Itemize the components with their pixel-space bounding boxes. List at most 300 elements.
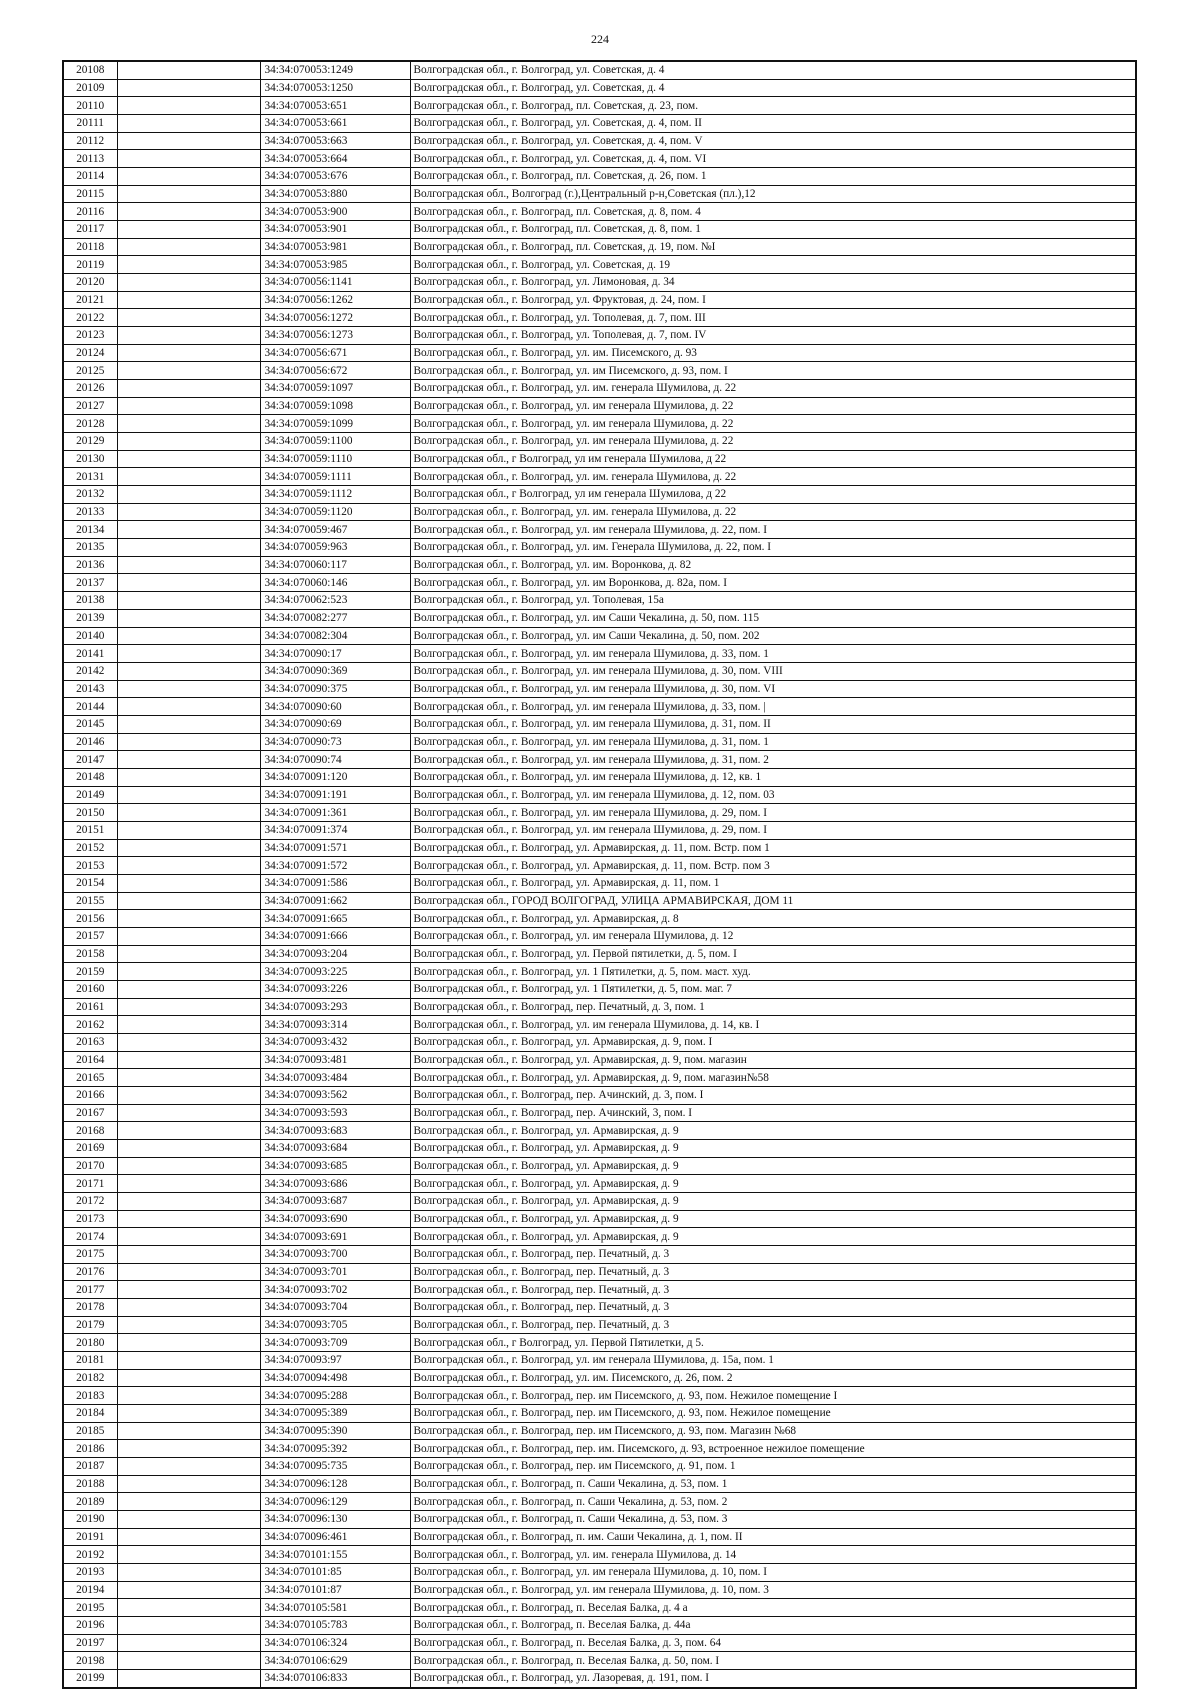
table-row: [63, 715, 1136, 733]
cadastral-number-cell: 34:34:070093:709: [260, 1334, 410, 1352]
address-cell: Волгоградская обл., г. Волгоград, ул. Первой пятилетки, д. 5, пом. I: [410, 945, 1136, 963]
empty-cell: [117, 185, 260, 203]
empty-cell: [117, 874, 260, 892]
table-row: [63, 1528, 1136, 1546]
address-cell: Волгоградская обл., г. Волгоград, п. Саши Чекалина, д. 53, пом. 3: [410, 1511, 1136, 1529]
table-row: [63, 1440, 1136, 1458]
address-cell: Волгоградская обл., г. Волгоград, пер. им Писемского, д. 93, пом. Магазин №68: [410, 1422, 1136, 1440]
empty-cell: [117, 1228, 260, 1246]
row-number-cell: 20128: [63, 415, 117, 433]
row-number-cell: 20173: [63, 1210, 117, 1228]
table-row: [63, 521, 1136, 539]
address-cell: Волгоградская обл., г. Волгоград, ул. Тополевая, 15а: [410, 592, 1136, 610]
row-number-cell: 20120: [63, 274, 117, 292]
empty-cell: [117, 1246, 260, 1264]
table-row: [63, 1228, 1136, 1246]
row-number-cell: 20175: [63, 1246, 117, 1264]
address-cell: Волгоградская обл., г. Волгоград, ул. им Саши Чекалина, д. 50, пом. 115: [410, 609, 1136, 627]
row-number-cell: 20148: [63, 768, 117, 786]
cadastral-number-cell: 34:34:070090:17: [260, 645, 410, 663]
row-number-cell: 20155: [63, 892, 117, 910]
address-cell: Волгоградская обл., г. Волгоград, пер. Печатный, д. 3, пом. 1: [410, 998, 1136, 1016]
address-cell: Волгоградская обл., г. Волгоград, ул. им генерала Шумилова, д. 31, пом. 2: [410, 751, 1136, 769]
table-row: [63, 1175, 1136, 1193]
row-number-cell: 20153: [63, 857, 117, 875]
address-cell: Волгоградская обл., г. Волгоград, пер. Печатный, д. 3: [410, 1263, 1136, 1281]
table-row: [63, 627, 1136, 645]
empty-cell: [117, 61, 260, 79]
empty-cell: [117, 839, 260, 857]
cadastral-number-cell: 34:34:070093:690: [260, 1210, 410, 1228]
cadastral-number-cell: 34:34:070059:1120: [260, 503, 410, 521]
row-number-cell: 20193: [63, 1564, 117, 1582]
cadastral-number-cell: 34:34:070091:572: [260, 857, 410, 875]
row-number-cell: 20124: [63, 344, 117, 362]
empty-cell: [117, 927, 260, 945]
address-cell: Волгоградская обл., г. Волгоград, ул. им генерала Шумилова, д. 31, пом. 1: [410, 733, 1136, 751]
address-cell: Волгоградская обл., г. Волгоград, пл. Советская, д. 19, пом. №I: [410, 238, 1136, 256]
row-number-cell: 20136: [63, 556, 117, 574]
row-number-cell: 20151: [63, 821, 117, 839]
empty-cell: [117, 733, 260, 751]
table-row: [63, 1033, 1136, 1051]
cadastral-number-cell: 34:34:070053:663: [260, 132, 410, 150]
row-number-cell: 20147: [63, 751, 117, 769]
table-row: [63, 1670, 1136, 1688]
address-cell: Волгоградская обл., г. Волгоград, ул. им генерала Шумилова, д. 29, пом. I: [410, 804, 1136, 822]
address-cell: Волгоградская обл., г. Волгоград, ул. Тополевая, д. 7, пом. III: [410, 309, 1136, 327]
address-cell: Волгоградская обл., г. Волгоград, пл. Советская, д. 8, пом. 4: [410, 203, 1136, 221]
cadastral-number-cell: 34:34:070053:981: [260, 238, 410, 256]
cadastral-number-cell: 34:34:070093:314: [260, 1016, 410, 1034]
cadastral-number-cell: 34:34:070093:683: [260, 1122, 410, 1140]
table-row: [63, 980, 1136, 998]
row-number-cell: 20146: [63, 733, 117, 751]
empty-cell: [117, 362, 260, 380]
cadastral-number-cell: 34:34:070093:593: [260, 1104, 410, 1122]
row-number-cell: 20180: [63, 1334, 117, 1352]
cadastral-number-cell: 34:34:070056:1272: [260, 309, 410, 327]
cadastral-number-cell: 34:34:070095:288: [260, 1387, 410, 1405]
table-row: [63, 963, 1136, 981]
row-number-cell: 20159: [63, 963, 117, 981]
cadastral-number-cell: 34:34:070090:369: [260, 662, 410, 680]
table-row: [63, 221, 1136, 239]
empty-cell: [117, 380, 260, 398]
row-number-cell: 20110: [63, 97, 117, 115]
row-number-cell: 20154: [63, 874, 117, 892]
table-row: [63, 1511, 1136, 1529]
empty-cell: [117, 1511, 260, 1529]
row-number-cell: 20142: [63, 662, 117, 680]
cadastral-number-cell: 34:34:070093:701: [260, 1263, 410, 1281]
table-row: [63, 1334, 1136, 1352]
empty-cell: [117, 1299, 260, 1317]
cadastral-number-cell: 34:34:070053:1250: [260, 79, 410, 97]
address-cell: Волгоградская обл., г. Волгоград, ул. им. генерала Шумилова, д. 22: [410, 468, 1136, 486]
cadastral-number-cell: 34:34:070056:1273: [260, 327, 410, 345]
empty-cell: [117, 1634, 260, 1652]
address-cell: Волгоградская обл., г Волгоград, ул им генерала Шумилова, д 22: [410, 486, 1136, 504]
cadastral-number-cell: 34:34:070093:704: [260, 1299, 410, 1317]
empty-cell: [117, 1458, 260, 1476]
cadastral-number-cell: 34:34:070059:1098: [260, 397, 410, 415]
cadastral-number-cell: 34:34:070096:129: [260, 1493, 410, 1511]
cadastral-number-cell: 34:34:070093:705: [260, 1316, 410, 1334]
row-number-cell: 20188: [63, 1475, 117, 1493]
address-cell: Волгоградская обл., г. Волгоград, п. Саши Чекалина, д. 53, пом. 2: [410, 1493, 1136, 1511]
empty-cell: [117, 1475, 260, 1493]
address-cell: Волгоградская обл., г. Волгоград, пер. Ачинский, 3, пом. I: [410, 1104, 1136, 1122]
empty-cell: [117, 132, 260, 150]
row-number-cell: 20176: [63, 1263, 117, 1281]
registry-table-body: [63, 61, 1136, 1688]
cadastral-number-cell: 34:34:070106:833: [260, 1670, 410, 1688]
row-number-cell: 20174: [63, 1228, 117, 1246]
cadastral-number-cell: 34:34:070106:324: [260, 1634, 410, 1652]
table-row: [63, 450, 1136, 468]
empty-cell: [117, 1086, 260, 1104]
table-row: [63, 115, 1136, 133]
empty-cell: [117, 892, 260, 910]
address-cell: Волгоградская обл., г. Волгоград, ул. им генерала Шумилова, д. 31, пом. II: [410, 715, 1136, 733]
empty-cell: [117, 910, 260, 928]
table-row: [63, 1493, 1136, 1511]
table-row: [63, 362, 1136, 380]
row-number-cell: 20160: [63, 980, 117, 998]
row-number-cell: 20196: [63, 1617, 117, 1635]
table-row: [63, 645, 1136, 663]
cadastral-number-cell: 34:34:070095:735: [260, 1458, 410, 1476]
row-number-cell: 20192: [63, 1546, 117, 1564]
table-row: [63, 203, 1136, 221]
address-cell: Волгоградская обл., г. Волгоград, ул. им. генерала Шумилова, д. 14: [410, 1546, 1136, 1564]
row-number-cell: 20126: [63, 380, 117, 398]
table-row: [63, 1599, 1136, 1617]
table-row: [63, 327, 1136, 345]
address-cell: Волгоградская обл., г. Волгоград, пер. им. Писемского, д. 93, встроенное нежилое помещение: [410, 1440, 1136, 1458]
row-number-cell: 20169: [63, 1139, 117, 1157]
empty-cell: [117, 1546, 260, 1564]
row-number-cell: 20114: [63, 168, 117, 186]
empty-cell: [117, 539, 260, 557]
cadastral-number-cell: 34:34:070060:146: [260, 574, 410, 592]
row-number-cell: 20191: [63, 1528, 117, 1546]
address-cell: Волгоградская обл., г. Волгоград, п. Веселая Балка, д. 44а: [410, 1617, 1136, 1635]
cadastral-number-cell: 34:34:070056:1141: [260, 274, 410, 292]
cadastral-number-cell: 34:34:070093:691: [260, 1228, 410, 1246]
cadastral-number-cell: 34:34:070093:686: [260, 1175, 410, 1193]
table-row: [63, 291, 1136, 309]
table-row: [63, 839, 1136, 857]
address-cell: Волгоградская обл., г. Волгоград, пер. Ачинский, д. 3, пом. I: [410, 1086, 1136, 1104]
cadastral-number-cell: 34:34:070091:374: [260, 821, 410, 839]
cadastral-number-cell: 34:34:070059:1112: [260, 486, 410, 504]
cadastral-number-cell: 34:34:070093:225: [260, 963, 410, 981]
cadastral-number-cell: 34:34:070093:700: [260, 1246, 410, 1264]
address-cell: Волгоградская обл., г. Волгоград, пер. им Писемского, д. 93, пом. Нежилое помещение I: [410, 1387, 1136, 1405]
table-row: [63, 1281, 1136, 1299]
table-row: [63, 1352, 1136, 1370]
empty-cell: [117, 309, 260, 327]
row-number-cell: 20179: [63, 1316, 117, 1334]
row-number-cell: 20163: [63, 1033, 117, 1051]
row-number-cell: 20149: [63, 786, 117, 804]
address-cell: Волгоградская обл., г. Волгоград, ул. 1 Пятилетки, д. 5, пом. маг. 7: [410, 980, 1136, 998]
empty-cell: [117, 698, 260, 716]
empty-cell: [117, 1617, 260, 1635]
cadastral-number-cell: 34:34:070053:676: [260, 168, 410, 186]
cadastral-number-cell: 34:34:070091:571: [260, 839, 410, 857]
empty-cell: [117, 1104, 260, 1122]
address-cell: Волгоградская обл., г. Волгоград, ул. им генерала Шумилова, д. 12, пом. 03: [410, 786, 1136, 804]
address-cell: Волгоградская обл., г. Волгоград, ул. им. генерала Шумилова, д. 22: [410, 380, 1136, 398]
address-cell: Волгоградская обл., г. Волгоград, ул. Армавирская, д. 11, пом. 1: [410, 874, 1136, 892]
empty-cell: [117, 609, 260, 627]
address-cell: Волгоградская обл., г. Волгоград, ул. Армавирская, д. 9: [410, 1139, 1136, 1157]
cadastral-number-cell: 34:34:070096:461: [260, 1528, 410, 1546]
empty-cell: [117, 1581, 260, 1599]
cadastral-number-cell: 34:34:070090:69: [260, 715, 410, 733]
address-cell: Волгоградская обл., г. Волгоград, ул. Армавирская, д. 9: [410, 1175, 1136, 1193]
table-row: [63, 1122, 1136, 1140]
row-number-cell: 20123: [63, 327, 117, 345]
address-cell: Волгоградская обл., г. Волгоград, п. Саши Чекалина, д. 53, пом. 1: [410, 1475, 1136, 1493]
row-number-cell: 20181: [63, 1352, 117, 1370]
empty-cell: [117, 592, 260, 610]
address-cell: Волгоградская обл., г. Волгоград, ул. им. генерала Шумилова, д. 22: [410, 503, 1136, 521]
table-row: [63, 1475, 1136, 1493]
empty-cell: [117, 1440, 260, 1458]
table-row: [63, 1581, 1136, 1599]
empty-cell: [117, 238, 260, 256]
row-number-cell: 20167: [63, 1104, 117, 1122]
cadastral-number-cell: 34:34:070090:375: [260, 680, 410, 698]
empty-cell: [117, 1210, 260, 1228]
address-cell: Волгоградская обл., г. Волгоград, п. Веселая Балка, д. 50, пом. I: [410, 1652, 1136, 1670]
cadastral-number-cell: 34:34:070093:685: [260, 1157, 410, 1175]
table-row: [63, 185, 1136, 203]
table-row: [63, 238, 1136, 256]
row-number-cell: 20185: [63, 1422, 117, 1440]
table-row: [63, 945, 1136, 963]
address-cell: Волгоградская обл., г. Волгоград, ул. Тополевая, д. 7, пом. IV: [410, 327, 1136, 345]
table-row: [63, 1210, 1136, 1228]
table-row: [63, 733, 1136, 751]
cadastral-number-cell: 34:34:070101:85: [260, 1564, 410, 1582]
empty-cell: [117, 1334, 260, 1352]
row-number-cell: 20138: [63, 592, 117, 610]
table-row: [63, 874, 1136, 892]
empty-cell: [117, 1263, 260, 1281]
empty-cell: [117, 150, 260, 168]
table-row: [63, 1387, 1136, 1405]
registry-table-wrap: [62, 60, 1135, 1689]
empty-cell: [117, 521, 260, 539]
empty-cell: [117, 468, 260, 486]
row-number-cell: 20121: [63, 291, 117, 309]
cadastral-number-cell: 34:34:070059:467: [260, 521, 410, 539]
empty-cell: [117, 627, 260, 645]
row-number-cell: 20199: [63, 1670, 117, 1688]
table-row: [63, 574, 1136, 592]
row-number-cell: 20172: [63, 1193, 117, 1211]
row-number-cell: 20141: [63, 645, 117, 663]
address-cell: Волгоградская обл., г. Волгоград, ул. Армавирская, д. 8: [410, 910, 1136, 928]
row-number-cell: 20195: [63, 1599, 117, 1617]
cadastral-number-cell: 34:34:070056:672: [260, 362, 410, 380]
table-row: [63, 857, 1136, 875]
cadastral-number-cell: 34:34:070060:117: [260, 556, 410, 574]
empty-cell: [117, 821, 260, 839]
table-row: [63, 309, 1136, 327]
empty-cell: [117, 1528, 260, 1546]
table-row: [63, 680, 1136, 698]
cadastral-number-cell: 34:34:070093:684: [260, 1139, 410, 1157]
table-row: [63, 768, 1136, 786]
cadastral-number-cell: 34:34:070053:664: [260, 150, 410, 168]
empty-cell: [117, 662, 260, 680]
empty-cell: [117, 415, 260, 433]
page-number: 224: [591, 32, 609, 46]
row-number-cell: 20130: [63, 450, 117, 468]
row-number-cell: 20189: [63, 1493, 117, 1511]
row-number-cell: 20190: [63, 1511, 117, 1529]
table-row: [63, 662, 1136, 680]
empty-cell: [117, 1281, 260, 1299]
empty-cell: [117, 1033, 260, 1051]
registry-table: [62, 60, 1137, 1689]
table-row: [63, 344, 1136, 362]
address-cell: Волгоградская обл., г. Волгоград, пл. Советская, д. 26, пом. 1: [410, 168, 1136, 186]
table-row: [63, 804, 1136, 822]
address-cell: Волгоградская обл., г. Волгоград, ул. им генерала Шумилова, д. 22, пом. I: [410, 521, 1136, 539]
address-cell: Волгоградская обл., г. Волгоград, пл. Советская, д. 23, пом.: [410, 97, 1136, 115]
row-number-cell: 20134: [63, 521, 117, 539]
empty-cell: [117, 980, 260, 998]
row-number-cell: 20166: [63, 1086, 117, 1104]
address-cell: Волгоградская обл., г. Волгоград, ул. Армавирская, д. 9: [410, 1122, 1136, 1140]
cadastral-number-cell: 34:34:070091:665: [260, 910, 410, 928]
row-number-cell: 20187: [63, 1458, 117, 1476]
cadastral-number-cell: 34:34:070091:586: [260, 874, 410, 892]
table-row: [63, 486, 1136, 504]
empty-cell: [117, 397, 260, 415]
address-cell: Волгоградская обл., г. Волгоград, ул. им. Писемского, д. 93: [410, 344, 1136, 362]
cadastral-number-cell: 34:34:070059:1097: [260, 380, 410, 398]
row-number-cell: 20171: [63, 1175, 117, 1193]
row-number-cell: 20144: [63, 698, 117, 716]
empty-cell: [117, 1193, 260, 1211]
address-cell: Волгоградская обл., г Волгоград, ул им генерала Шумилова, д 22: [410, 450, 1136, 468]
empty-cell: [117, 1316, 260, 1334]
table-row: [63, 1069, 1136, 1087]
row-number-cell: 20113: [63, 150, 117, 168]
cadastral-number-cell: 34:34:070053:900: [260, 203, 410, 221]
row-number-cell: 20168: [63, 1122, 117, 1140]
empty-cell: [117, 97, 260, 115]
cadastral-number-cell: 34:34:070094:498: [260, 1369, 410, 1387]
cadastral-number-cell: 34:34:070091:191: [260, 786, 410, 804]
cadastral-number-cell: 34:34:070093:687: [260, 1193, 410, 1211]
row-number-cell: 20127: [63, 397, 117, 415]
empty-cell: [117, 327, 260, 345]
empty-cell: [117, 645, 260, 663]
empty-cell: [117, 1422, 260, 1440]
empty-cell: [117, 1652, 260, 1670]
cadastral-number-cell: 34:34:070059:1111: [260, 468, 410, 486]
cadastral-number-cell: 34:34:070093:226: [260, 980, 410, 998]
table-row: [63, 1139, 1136, 1157]
table-row: [63, 751, 1136, 769]
empty-cell: [117, 433, 260, 451]
address-cell: Волгоградская обл., г. Волгоград, ул. Советская, д. 19: [410, 256, 1136, 274]
address-cell: Волгоградская обл., г. Волгоград, ул. им Саши Чекалина, д. 50, пом. 202: [410, 627, 1136, 645]
empty-cell: [117, 1139, 260, 1157]
empty-cell: [117, 1387, 260, 1405]
empty-cell: [117, 291, 260, 309]
address-cell: Волгоградская обл., г. Волгоград, п. Веселая Балка, д. 4 а: [410, 1599, 1136, 1617]
table-row: [63, 1016, 1136, 1034]
table-row: [63, 698, 1136, 716]
address-cell: Волгоградская обл., г. Волгоград, ул. им генерала Шумилова, д. 12, кв. 1: [410, 768, 1136, 786]
table-row: [63, 97, 1136, 115]
row-number-cell: 20108: [63, 61, 117, 79]
empty-cell: [117, 344, 260, 362]
address-cell: Волгоградская обл., г. Волгоград, ул. Советская, д. 4, пом. V: [410, 132, 1136, 150]
table-row: [63, 1458, 1136, 1476]
table-row: [63, 503, 1136, 521]
address-cell: Волгоградская обл., ГОРОД ВОЛГОГРАД, УЛИЦА АРМАВИРСКАЯ, ДОМ 11: [410, 892, 1136, 910]
cadastral-number-cell: 34:34:070090:74: [260, 751, 410, 769]
cadastral-number-cell: 34:34:070101:155: [260, 1546, 410, 1564]
empty-cell: [117, 945, 260, 963]
address-cell: Волгоградская обл., г. Волгоград, ул. им генерала Шумилова, д. 33, пом. 1: [410, 645, 1136, 663]
row-number-cell: 20111: [63, 115, 117, 133]
empty-cell: [117, 1051, 260, 1069]
address-cell: Волгоградская обл., г. Волгоград, ул. им Воронкова, д. 82а, пом. I: [410, 574, 1136, 592]
table-row: [63, 150, 1136, 168]
empty-cell: [117, 574, 260, 592]
empty-cell: [117, 1564, 260, 1582]
cadastral-number-cell: 34:34:070091:120: [260, 768, 410, 786]
row-number-cell: 20198: [63, 1652, 117, 1670]
address-cell: Волгоградская обл., г. Волгоград, ул. им. Генерала Шумилова, д. 22, пом. I: [410, 539, 1136, 557]
address-cell: Волгоградская обл., г. Волгоград, ул. Армавирская, д. 9: [410, 1157, 1136, 1175]
row-number-cell: 20152: [63, 839, 117, 857]
row-number-cell: 20125: [63, 362, 117, 380]
cadastral-number-cell: 34:34:070101:87: [260, 1581, 410, 1599]
cadastral-number-cell: 34:34:070082:304: [260, 627, 410, 645]
address-cell: Волгоградская обл., г Волгоград, ул. Первой Пятилетки, д 5.: [410, 1334, 1136, 1352]
table-row: [63, 1422, 1136, 1440]
address-cell: Волгоградская обл., г. Волгоград, ул. 1 Пятилетки, д. 5, пом. маст. худ.: [410, 963, 1136, 981]
row-number-cell: 20150: [63, 804, 117, 822]
cadastral-number-cell: 34:34:070053:1249: [260, 61, 410, 79]
address-cell: Волгоградская обл., г. Волгоград, пер. Печатный, д. 3: [410, 1246, 1136, 1264]
cadastral-number-cell: 34:34:070053:651: [260, 97, 410, 115]
row-number-cell: 20135: [63, 539, 117, 557]
address-cell: Волгоградская обл., г. Волгоград, ул. Лимоновая, д. 34: [410, 274, 1136, 292]
address-cell: Волгоградская обл., г. Волгоград, ул. Фруктовая, д. 24, пом. I: [410, 291, 1136, 309]
cadastral-number-cell: 34:34:070093:293: [260, 998, 410, 1016]
empty-cell: [117, 751, 260, 769]
cadastral-number-cell: 34:34:070053:880: [260, 185, 410, 203]
table-row: [63, 592, 1136, 610]
address-cell: Волгоградская обл., г. Волгоград, ул. им генерала Шумилова, д. 12: [410, 927, 1136, 945]
cadastral-number-cell: 34:34:070095:390: [260, 1422, 410, 1440]
address-cell: Волгоградская обл., г. Волгоград, ул. Советская, д. 4, пом. II: [410, 115, 1136, 133]
